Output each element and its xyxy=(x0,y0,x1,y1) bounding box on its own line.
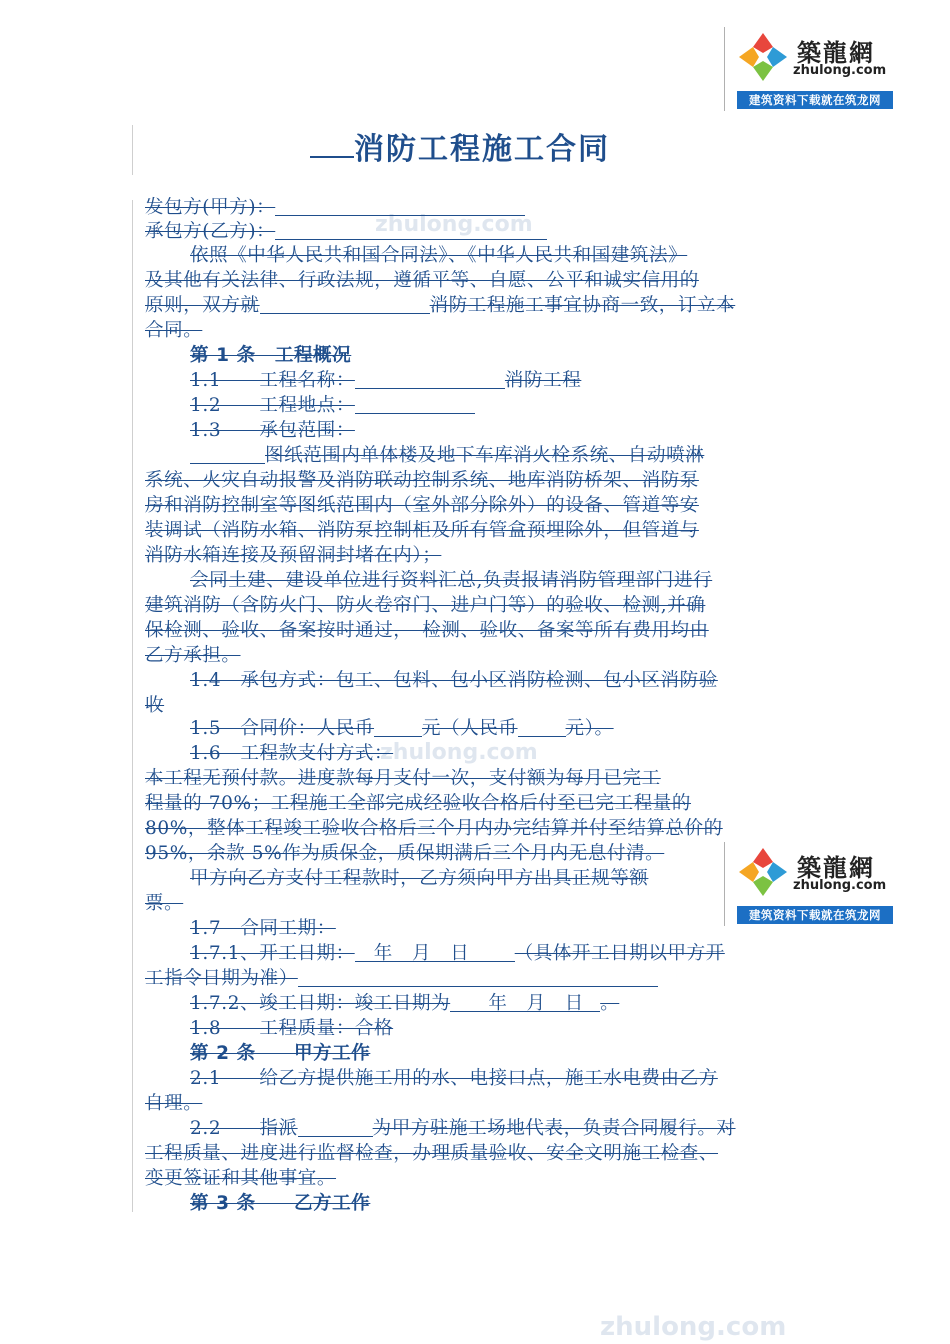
text-run: 变更签证和其他事宜。 xyxy=(145,1168,337,1189)
fill-in-blank xyxy=(190,443,265,464)
text-line xyxy=(145,293,735,319)
text-run: 建筑消防（含防火门、防火卷帘门、进户门等）的验收、检测,并确 xyxy=(145,595,706,616)
text-run: 1.2 工程地点： xyxy=(190,395,355,416)
fill-in-blank: 年 月 日 xyxy=(450,991,600,1012)
text-run: 1.4 承包方式：包工、包料、包小区消防检测、包小区消防验 xyxy=(190,670,718,691)
left-margin-line xyxy=(132,125,133,175)
text-line xyxy=(145,268,699,294)
document-title-text: 消防工程施工合同 xyxy=(354,132,610,167)
text-line xyxy=(190,941,725,967)
text-run: 1.7.1、开工日期： xyxy=(190,943,355,964)
text-run: 95%，余款 5%作为质保金，质保期满后三个月内无息付清。 xyxy=(145,843,665,864)
text-run: 1.7 合同工期： xyxy=(190,918,336,939)
text-run: 发包方(甲方)： xyxy=(145,197,276,218)
text-line xyxy=(145,468,699,494)
fill-in-blank xyxy=(374,716,422,737)
text-line xyxy=(190,1116,736,1142)
text-line xyxy=(190,368,581,394)
text-line xyxy=(145,1141,718,1167)
text-run: 会同土建、建设单位进行资料汇总,负责报请消防管理部门进行 xyxy=(190,570,713,591)
text-line xyxy=(190,741,393,767)
text-run: 1.5 合同价：人民币 xyxy=(190,718,375,739)
fill-in-blank xyxy=(275,195,525,216)
text-run: 1.1 工程名称： xyxy=(190,370,355,391)
text-run: 消防工程 xyxy=(504,370,582,391)
text-line xyxy=(145,543,441,569)
text-run: 保检测、验收、备案按时通过， 检测、验收、备案等所有费用均由 xyxy=(145,620,709,641)
fill-in-blank xyxy=(518,716,566,737)
fill-in-blank xyxy=(275,219,547,240)
text-run: 1.6 工程款支付方式： xyxy=(190,743,394,764)
title-blank-line xyxy=(310,126,354,158)
watermark: zhulong.com xyxy=(375,212,533,237)
text-line xyxy=(190,1016,393,1042)
text-run: 原则，双方就 xyxy=(145,295,260,316)
text-line xyxy=(145,518,699,544)
text-run: 乙方承担。 xyxy=(145,645,241,666)
text-line xyxy=(145,966,658,992)
text-run: 甲方向乙方支付工程款时，乙方须向甲方出具正规等额 xyxy=(190,868,649,889)
text-run: 系统、火灾自动报警及消防联动控制系统、地库消防桥架、消防泵 xyxy=(145,470,699,491)
fill-in-blank xyxy=(260,293,430,314)
text-line xyxy=(145,766,661,792)
logo-chinese-name: 築龍網 xyxy=(797,854,875,882)
text-run: 元（人民币 xyxy=(422,718,518,739)
text-run: 工指令日期为准） xyxy=(145,968,298,989)
text-line xyxy=(145,841,664,867)
text-run: 及其他有关法律、行政法规，遵循平等、自愿、公平和诚实信用的 xyxy=(145,270,699,291)
fill-in-blank xyxy=(298,966,658,987)
watermark: zhulong.com xyxy=(600,1312,787,1342)
text-line xyxy=(145,195,525,221)
text-line xyxy=(145,891,183,917)
text-run: 1.3 承包范围： xyxy=(190,420,355,441)
text-run: （具体开工日期以甲方开 xyxy=(514,943,725,964)
logo-slogan: 建筑资料下载就在筑龙网 xyxy=(737,91,893,109)
text-line xyxy=(145,493,699,519)
text-line xyxy=(145,791,691,817)
text-line xyxy=(145,693,164,719)
text-line xyxy=(145,318,202,344)
fill-in-blank xyxy=(298,1116,373,1137)
document-title xyxy=(310,126,610,174)
text-run: 第 3 条 乙方工作 xyxy=(190,1193,371,1214)
text-line xyxy=(190,418,355,444)
text-run: 1.8 工程质量：合格 xyxy=(190,1018,394,1039)
text-line xyxy=(190,916,336,942)
text-run: 。 xyxy=(600,993,620,1014)
text-run: 房和消防控制室等图纸范围内（室外部分除外）的设备、管道等安 xyxy=(145,495,699,516)
fill-in-blank: 年 月 日 xyxy=(355,941,515,962)
fill-in-blank xyxy=(355,393,475,414)
text-run: 依照《中华人民共和国合同法》、《中华人民共和国建筑法》 xyxy=(190,245,688,266)
logo-slogan: 建筑资料下载就在筑龙网 xyxy=(737,906,893,924)
zhulong-logo-icon xyxy=(737,31,789,83)
logo-domain: zhulong.com xyxy=(793,63,887,78)
text-line xyxy=(145,219,547,245)
text-line xyxy=(145,1091,202,1117)
section-heading xyxy=(190,1191,370,1217)
text-run: 票。 xyxy=(145,893,184,914)
text-line xyxy=(145,1166,336,1192)
logo-domain: zhulong.com xyxy=(793,878,887,893)
text-run: 工程质量、进度进行监督检查，办理质量验收、安全文明施工检查、 xyxy=(145,1143,719,1164)
text-run: 2.2 指派 xyxy=(190,1118,298,1139)
logo-chinese-name: 築龍網 xyxy=(797,39,875,67)
text-line xyxy=(190,568,712,594)
text-run: 元）。 xyxy=(565,718,614,739)
text-run: 消防水箱连接及预留洞封堵在内）； xyxy=(145,545,442,566)
text-run: 合同。 xyxy=(145,320,203,341)
text-run: 本工程无预付款。进度款每月支付一次，支付额为每月已完工 xyxy=(145,768,661,789)
logo xyxy=(724,27,893,111)
text-run: 消防工程施工事宜协商一致，订立本 xyxy=(429,295,736,316)
text-run: 图纸范围内单体楼及地下车库消火栓系统、自动喷淋 xyxy=(265,445,705,466)
text-line xyxy=(190,668,718,694)
text-run: 第 2 条 甲方工作 xyxy=(190,1043,371,1064)
text-run: 第 1 条 工程概况 xyxy=(190,345,352,366)
left-margin-line xyxy=(132,200,133,1212)
watermark: zhulong.com xyxy=(380,740,538,765)
text-run: 承包方(乙方)： xyxy=(145,221,276,242)
text-run: 程量的 70%；工程施工全部完成经验收合格后付至已完工程量的 xyxy=(145,793,692,814)
text-line xyxy=(190,991,619,1017)
logo xyxy=(724,842,893,926)
text-line xyxy=(145,816,723,842)
text-run: 收 xyxy=(145,695,165,716)
text-line xyxy=(190,1066,718,1092)
text-run: 为甲方驻施工场地代表，负责合同履行。对 xyxy=(372,1118,736,1139)
text-line xyxy=(190,243,687,269)
text-line xyxy=(145,618,709,644)
text-line xyxy=(190,716,614,742)
fill-in-blank xyxy=(355,368,505,389)
text-line xyxy=(145,593,705,619)
text-line xyxy=(145,643,241,669)
text-run: 2.1 给乙方提供施工用的水、电接口点，施工水电费由乙方 xyxy=(190,1068,718,1089)
zhulong-logo-icon xyxy=(737,846,789,898)
text-run: 80%，整体工程竣工验收合格后三个月内办完结算并付至结算总价的 xyxy=(145,818,723,839)
text-run: 自理。 xyxy=(145,1093,203,1114)
text-line xyxy=(190,393,475,419)
text-run: 1.7.2、竣工日期：竣工日期为 xyxy=(190,993,451,1014)
section-heading xyxy=(190,1041,370,1067)
text-line xyxy=(190,443,704,469)
section-heading xyxy=(190,343,351,369)
text-line xyxy=(190,866,648,892)
text-run: 装调试（消防水箱、消防泵控制柜及所有管盒预埋除外，但管道与 xyxy=(145,520,699,541)
